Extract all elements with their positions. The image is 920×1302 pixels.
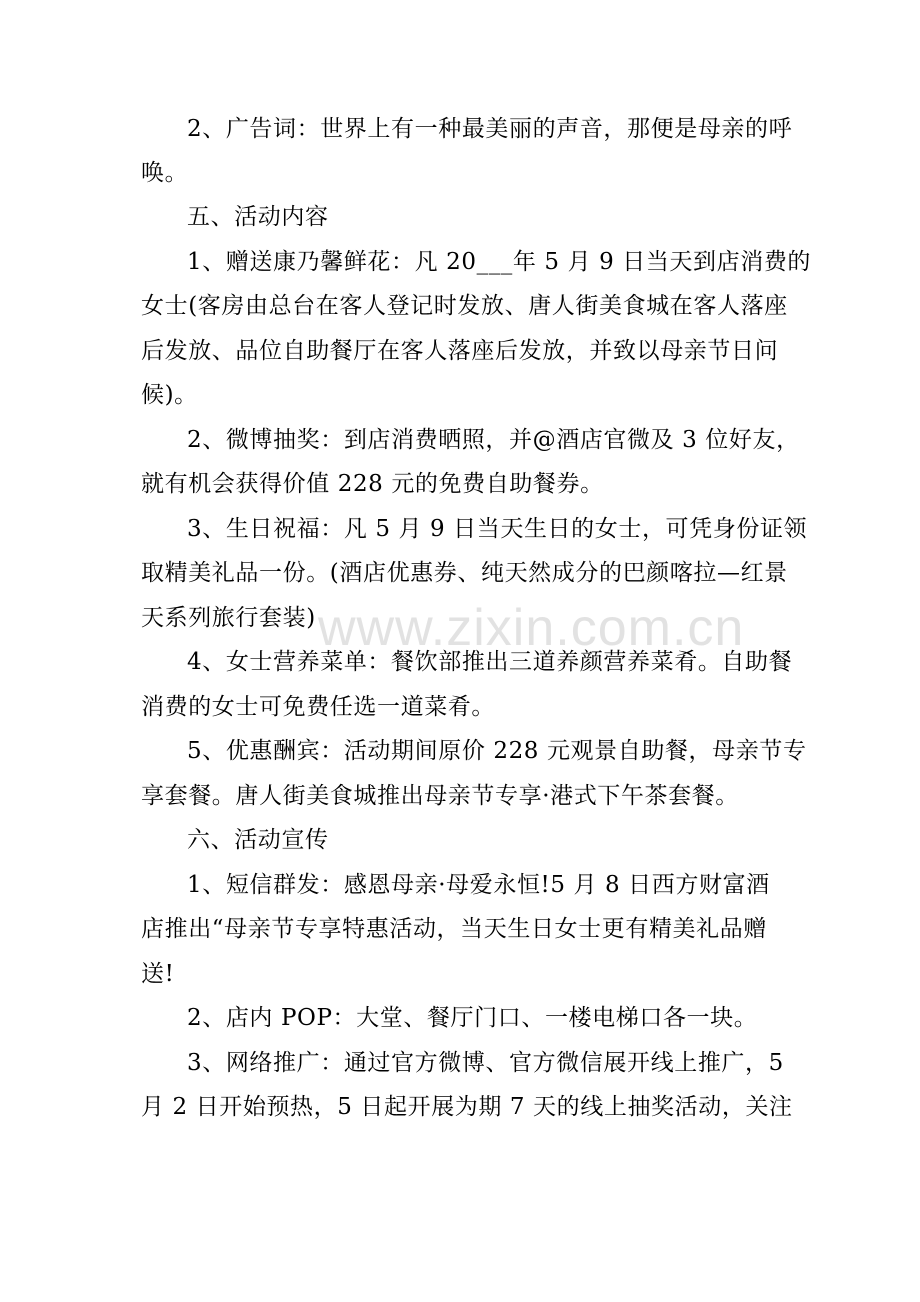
text-line: 消费的女士可免费任选一道菜肴。 <box>141 694 495 720</box>
text-line: 2、微博抽奖：到店消费晒照，并@酒店官微及 3 位好友， <box>187 427 800 453</box>
text-line: 天系列旅行套装) <box>141 605 316 631</box>
text-line: 5、优惠酬宾：活动期间原价 228 元观景自助餐，母亲节专 <box>187 738 807 764</box>
text-line: 送! <box>141 961 175 987</box>
section-heading: 五、活动内容 <box>187 204 329 230</box>
text-line: 后发放、品位自助餐厅在客人落座后发放，并致以母亲节日问 <box>141 338 779 364</box>
text-line: 店推出“母亲节专享特惠活动，当天生日女士更有精美礼品赠 <box>141 916 767 942</box>
watermark: www.zixin.com.cn <box>318 599 745 657</box>
text-line: 月 2 日开始预热，5 日起开展为期 7 天的线上抽奖活动，关注 <box>141 1094 793 1120</box>
text-line: 2、广告词：世界上有一种最美丽的声音，那便是母亲的呼 <box>187 116 793 142</box>
text-line: 2、店内 POP：大堂、餐厅门口、一楼电梯口各一块。 <box>187 1005 758 1031</box>
text-line: 3、生日祝福：凡 5 月 9 日当天生日的女士，可凭身份证领 <box>187 516 808 542</box>
section-heading: 六、活动宣传 <box>187 827 329 853</box>
text-line: 3、网络推广：通过官方微博、官方微信展开线上推广，5 <box>187 1050 784 1076</box>
text-line: 1、短信群发：感恩母亲·母爱永恒!5 月 8 日西方财富酒 <box>187 872 770 898</box>
text-line: 享套餐。唐人街美食城推出母亲节专享·港式下午茶套餐。 <box>141 783 739 809</box>
text-line: 1、赠送康乃馨鲜花：凡 20___年 5 月 9 日当天到店消费的 <box>187 249 812 275</box>
text-line: 4、女士营养菜单：餐饮部推出三道养颜营养菜肴。自助餐 <box>187 649 793 675</box>
text-line: 就有机会获得价值 228 元的免费自助餐券。 <box>141 471 604 497</box>
text-line: 取精美礼品一份。(酒店优惠券、纯天然成分的巴颜喀拉—红景 <box>141 560 788 586</box>
text-line: 候)。 <box>141 382 198 408</box>
text-line: 唤。 <box>141 160 189 186</box>
text-line: 女士(客房由总台在客人登记时发放、唐人街美食城在客人落座 <box>141 293 788 319</box>
